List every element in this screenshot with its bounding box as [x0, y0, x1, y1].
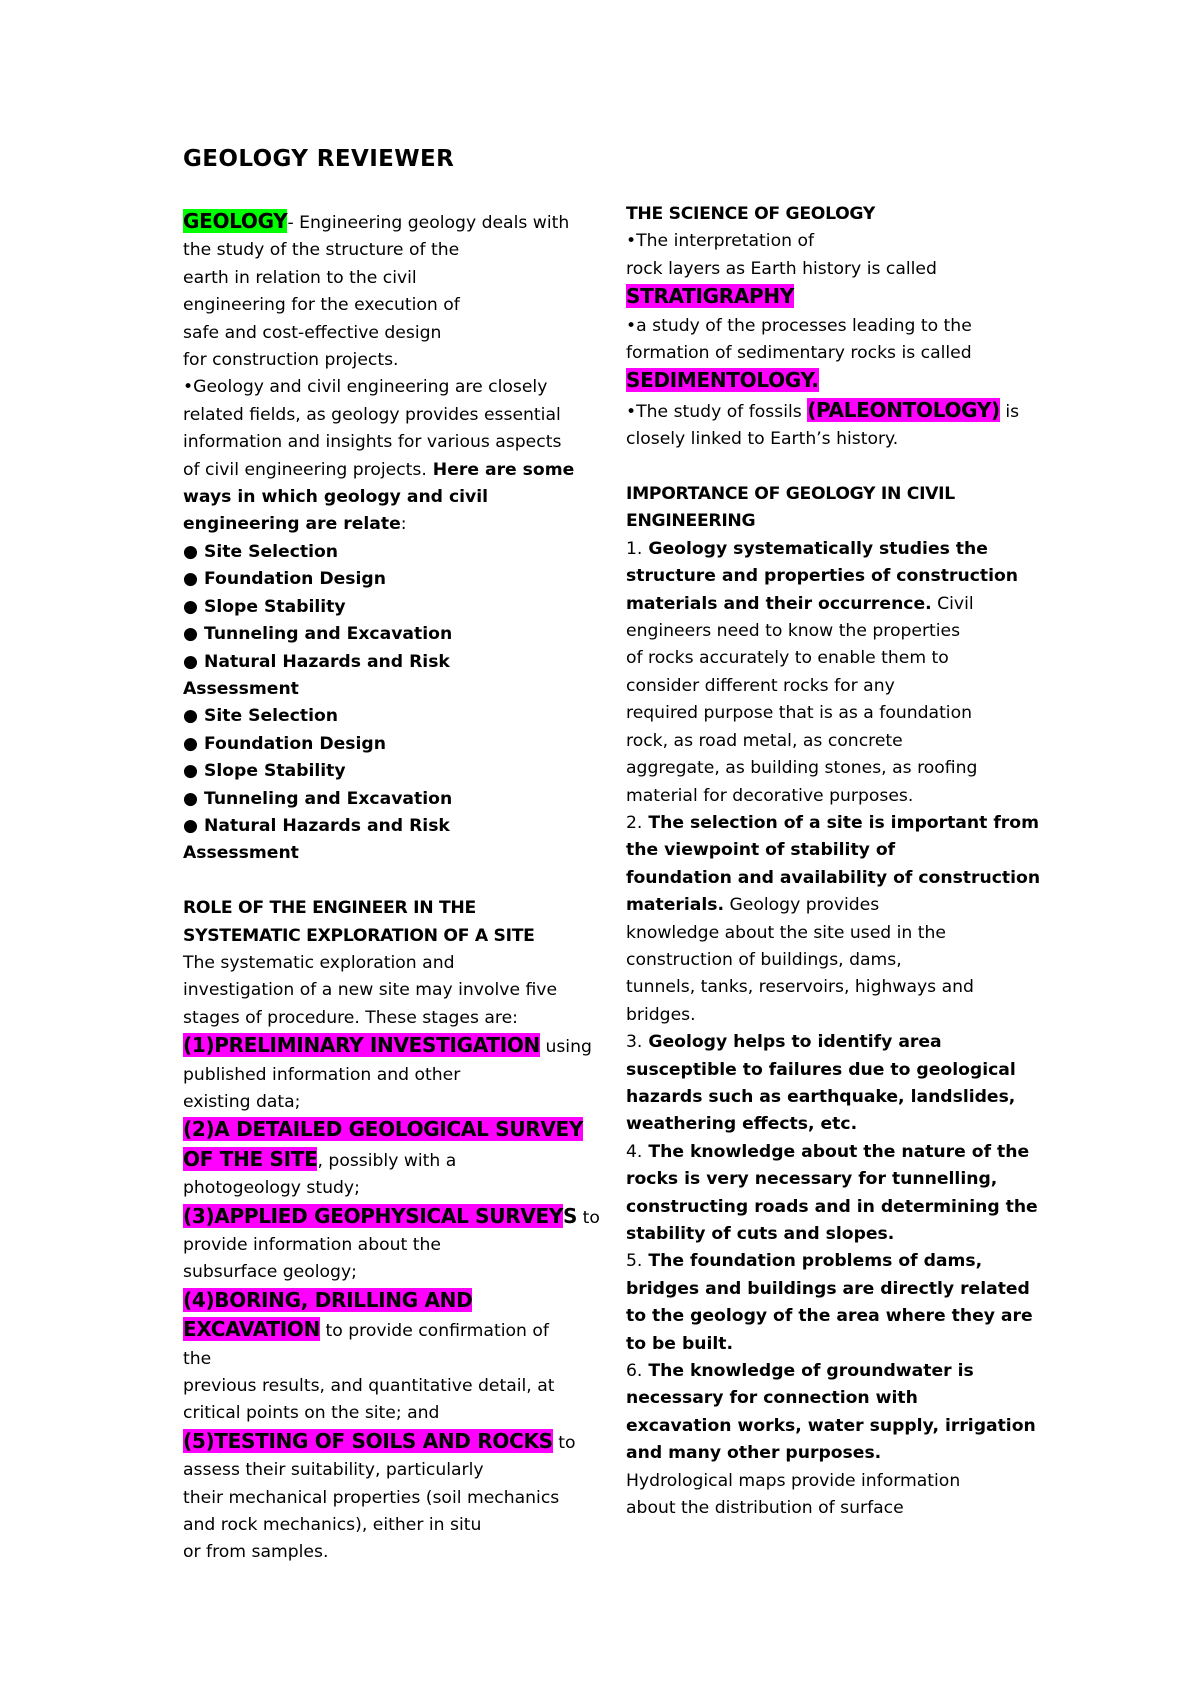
bullet-item: Assessment [183, 678, 299, 699]
left-column [183, 208, 603, 1567]
stage-line [183, 1116, 603, 1145]
section-heading: IMPORTANCE OF GEOLOGY IN CIVIL [626, 484, 955, 505]
item-bold-text: the viewpoint of stability of [626, 840, 896, 861]
bullet-item: ● Slope Stability [183, 761, 346, 782]
paragraph-line: closely linked to Earth’s history. [626, 429, 899, 450]
bullet-item: ● Foundation Design [183, 569, 386, 590]
bullet-item: Assessment [183, 843, 299, 864]
importance-item-line [626, 1248, 1056, 1275]
bullet-item: ● Tunneling and Excavation [183, 788, 453, 809]
item-bold-text: to the geology of the area where they are [626, 1306, 1033, 1327]
item-bold-text: The selection of a site is important from [642, 812, 1039, 833]
importance-item-line [626, 1057, 1056, 1084]
item-bold-text: foundation and availability of construction [626, 867, 1041, 888]
stratigraphy-term: STRATIGRAPHY [626, 284, 795, 309]
item-number: 5. [626, 1251, 643, 1272]
bullet-item: ● Natural Hazards and Risk [183, 651, 450, 672]
section-heading: ROLE OF THE ENGINEER IN THE [183, 898, 476, 919]
item-bold-text: The knowledge of groundwater is [642, 1361, 974, 1382]
page-title: GEOLOGY REVIEWER [183, 146, 455, 172]
importance-list [626, 536, 1056, 1523]
definition-line: the study of the structure of the [183, 240, 460, 261]
bullet-item: ● Natural Hazards and Risk [183, 815, 450, 836]
paragraph-line: related fields, as geology provides essential [183, 404, 561, 425]
importance-item-line [626, 1440, 1056, 1467]
importance-item-line: of rocks accurately to enable them to [626, 648, 949, 669]
importance-item-line [626, 1385, 1056, 1412]
section-heading: THE SCIENCE OF GEOLOGY [626, 204, 876, 224]
importance-item-line [626, 837, 1056, 864]
importance-item-line [626, 1413, 1056, 1440]
importance-item-line [626, 563, 1056, 590]
geology-term: GEOLOGY [183, 209, 288, 233]
paragraph-line: of civil engineering projects. Here are some [183, 459, 575, 480]
item-bold-text: The knowledge about the nature of the [642, 1141, 1030, 1162]
paragraph-line: published information and other [183, 1064, 461, 1085]
item-number: 4. [626, 1141, 643, 1162]
importance-item-line [626, 1194, 1056, 1221]
item-bold-text: excavation works, water supply, irrigation [626, 1415, 1036, 1436]
importance-item-line [626, 1139, 1056, 1166]
bullet-item: ● Foundation Design [183, 733, 386, 754]
item-bold-text: to be built. [626, 1333, 734, 1354]
paragraph-line: •a study of the processes leading to the [626, 315, 972, 336]
importance-item-line: construction of buildings, dams, [626, 949, 902, 970]
geology-definition-line: GEOLOGY- Engineering geology deals with [183, 209, 570, 233]
item-number: 3. [626, 1032, 643, 1053]
item-number: 2. [626, 812, 643, 833]
paragraph-line: stages of procedure. These stages are: [183, 1007, 518, 1028]
importance-item-line [626, 1276, 1056, 1303]
bullet-item: ● Slope Stability [183, 596, 346, 617]
importance-item-line [626, 591, 1056, 618]
importance-item-line [626, 892, 1056, 919]
definition-line: for construction projects. [183, 350, 399, 371]
importance-item-line: Hydrological maps provide information [626, 1470, 961, 1491]
definition-line: engineering for the execution of [183, 295, 460, 316]
paragraph-line: •Geology and civil engineering are closely [183, 377, 548, 398]
item-number: 6. [626, 1361, 643, 1382]
paragraph-line: existing data; [183, 1091, 301, 1112]
importance-item-line: knowledge about the site used in the [626, 922, 946, 943]
item-bold-text: Geology helps to identify area [642, 1032, 942, 1053]
bullet-item: ● Site Selection [183, 706, 339, 727]
item-bold-text: Geology systematically studies the [642, 538, 988, 559]
stage-5-term: (5)TESTING OF SOILS AND ROCKS [183, 1428, 553, 1453]
importance-item-line: bridges. [626, 1004, 696, 1025]
item-text: Geology provides [724, 895, 880, 916]
importance-item-line: about the distribution of surface [626, 1498, 904, 1519]
importance-item-line [626, 1358, 1056, 1385]
paragraph-line: the [183, 1348, 212, 1369]
importance-item-line [626, 1303, 1056, 1330]
importance-item-line [626, 865, 1056, 892]
importance-item-line: material for decorative purposes. [626, 785, 914, 806]
sedimentology-term: SEDIMENTOLOGY. [626, 368, 819, 393]
importance-item-line [626, 810, 1056, 837]
stage-2-term: (2)A DETAILED GEOLOGICAL SURVEY [183, 1117, 584, 1142]
importance-item-line: consider different rocks for any [626, 675, 895, 696]
importance-item-line [626, 1331, 1056, 1358]
definition-line: earth in relation to the civil [183, 267, 417, 288]
stage-line [183, 1287, 603, 1316]
stage-line: (3)APPLIED GEOPHYSICAL SURVEYS to [183, 1203, 600, 1228]
stage-2-term: OF THE SITE [183, 1146, 318, 1171]
paragraph-line: engineering are relate: [183, 514, 407, 535]
paragraph-line: their mechanical properties (soil mechanics [183, 1487, 560, 1508]
importance-item-line [626, 1111, 1056, 1138]
bullet-item: ● Tunneling and Excavation [183, 624, 453, 645]
stage-1-term: (1)PRELIMINARY INVESTIGATION [183, 1033, 540, 1058]
paragraph-line: and rock mechanics), either in situ [183, 1515, 482, 1536]
stage-line: (1)PRELIMINARY INVESTIGATION using [183, 1033, 592, 1058]
paragraph-line: provide information about the [183, 1235, 441, 1256]
paragraph-line: previous results, and quantitative detail, at [183, 1376, 555, 1397]
item-bold-text: structure and properties of construction [626, 566, 1019, 587]
importance-item-line: required purpose that is as a foundation [626, 703, 972, 724]
item-bold-text: stability of cuts and slopes. [626, 1224, 895, 1245]
importance-item-line: aggregate, as building stones, as roofing [626, 758, 978, 779]
paragraph-line: subsurface geology; [183, 1262, 357, 1283]
section-heading: ENGINEERING [626, 511, 756, 532]
stage-4-term: EXCAVATION [183, 1317, 321, 1342]
item-bold-text: hazards such as earthquake, landslides, [626, 1086, 1016, 1107]
stage-4-term: (4)BORING, DRILLING AND [183, 1287, 473, 1312]
item-bold-text: rocks is very necessary for tunnelling, [626, 1169, 998, 1190]
item-bold-text: necessary for connection with [626, 1388, 918, 1409]
item-bold-text: The foundation problems of dams, [642, 1251, 983, 1272]
item-bold-text: susceptible to failures due to geological [626, 1059, 1016, 1080]
item-bold-text: weathering effects, etc. [626, 1114, 858, 1135]
definition-line: safe and cost-effective design [183, 322, 442, 343]
importance-item-line: tunnels, tanks, reservoirs, highways and [626, 977, 974, 998]
paragraph-line: rock layers as Earth history is called [626, 258, 937, 279]
paleontology-term: (PALEONTOLOGY) [807, 397, 1000, 422]
paragraph-line: The systematic exploration and [183, 952, 455, 973]
paragraph-line: photogeology study; [183, 1178, 360, 1199]
importance-item-line: engineers need to know the properties [626, 621, 961, 642]
stage-line: OF THE SITE, possibly with a [183, 1146, 457, 1171]
stage-line: EXCAVATION to provide confirmation of [183, 1317, 549, 1342]
importance-item-line [626, 1221, 1056, 1248]
section-heading: SYSTEMATIC EXPLORATION OF A SITE [183, 925, 535, 946]
term-line [626, 283, 1056, 312]
bullet-item: ● Site Selection [183, 541, 339, 562]
right-column [626, 201, 1056, 1522]
item-bold-text: materials. [626, 895, 724, 916]
stage-3-term: (3)APPLIED GEOPHYSICAL SURVEY [183, 1203, 564, 1228]
importance-item-line [626, 536, 1056, 563]
paragraph-line: investigation of a new site may involve five [183, 980, 558, 1001]
importance-item-line [626, 1166, 1056, 1193]
item-bold-text: constructing roads and in determining the [626, 1196, 1038, 1217]
importance-item-line: rock, as road metal, as concrete [626, 730, 903, 751]
paragraph-line: information and insights for various aspects [183, 432, 562, 453]
item-bold-text: and many other purposes. [626, 1443, 882, 1464]
paragraph-line: assess their suitability, particularly [183, 1460, 484, 1481]
importance-item-line [626, 1029, 1056, 1056]
paragraph-line: ways in which geology and civil [183, 487, 489, 508]
paragraph-line: •The interpretation of [626, 231, 815, 252]
importance-item-line [626, 1084, 1056, 1111]
paragraph-line: formation of sedimentary rocks is called [626, 343, 972, 364]
term-line [626, 367, 1056, 396]
stage-line: (5)TESTING OF SOILS AND ROCKS to [183, 1428, 576, 1453]
paragraph-line: •The study of fossils (PALEONTOLOGY) is [626, 397, 1020, 422]
paragraph-line: or from samples. [183, 1542, 329, 1563]
paragraph-line: critical points on the site; and [183, 1403, 440, 1424]
item-bold-text: materials and their occurrence. [626, 593, 932, 614]
item-bold-text: bridges and buildings are directly related [626, 1278, 1030, 1299]
item-number: 1. [626, 538, 643, 559]
item-text: Civil [931, 593, 974, 614]
